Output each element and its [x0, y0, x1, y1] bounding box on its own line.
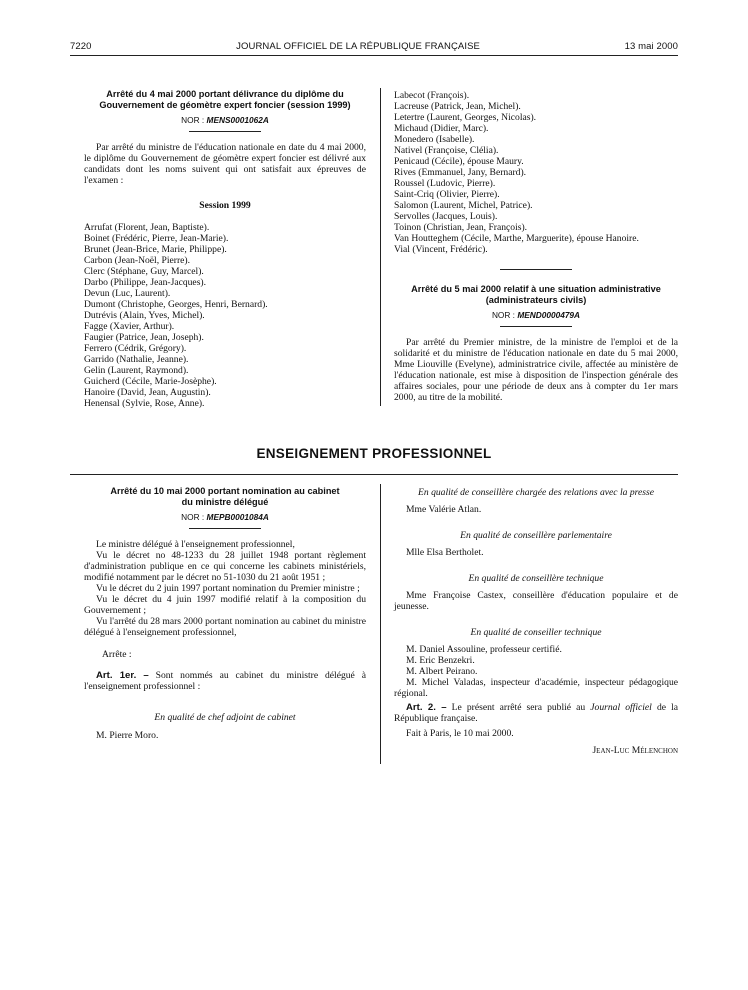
journal-title: JOURNAL OFFICIEL DE LA RÉPUBLIQUE FRANÇAISE: [236, 41, 480, 52]
laureates-list-left: [84, 222, 366, 409]
position-person: M. Pierre Moro.: [96, 730, 159, 741]
list-item: Vial (Vincent, Frédéric).: [394, 244, 488, 255]
position-person: M. Albert Peirano.: [406, 666, 478, 677]
list-item: Salomon (Laurent, Michel, Patrice).: [394, 200, 533, 211]
list-item: Roussel (Ludovic, Pierre).: [394, 178, 496, 189]
position-person: M. Eric Benzekri.: [406, 655, 475, 666]
position-person: M. Michel Valadas, inspecteur d'académie, inspecteur pédagogique régional.: [394, 677, 678, 699]
article-2-label: Art. 2. –: [406, 702, 447, 713]
list-item: Brunet (Jean-Brice, Marie, Philippe).: [84, 244, 227, 255]
list-item: Nativel (Françoise, Clélia).: [394, 145, 499, 156]
list-item: Servolles (Jacques, Louis).: [394, 211, 498, 222]
position-role: En qualité de conseiller technique: [470, 627, 602, 638]
position-person: Mme Valérie Atlan.: [406, 504, 482, 515]
separator: [500, 269, 572, 270]
list-item: Boinet (Frédéric, Pierre, Jean-Marie).: [84, 233, 229, 244]
arrete-geometre-body: Par arrêté du ministre de l'éducation nationale en date du 4 mai 2000, le diplôme du Gouvernement de géomètre expert foncier est délivré aux candidats dont les noms suivent qui ont satisfait aux épreuves de l'examen :: [84, 142, 366, 186]
position-person: Mme Françoise Castex, conseillère d'éducation populaire et de jeunesse.: [394, 590, 678, 612]
visas: [84, 539, 366, 638]
page-number: 7220: [70, 41, 92, 52]
arrete-geometre-title: Arrêté du 4 mai 2000 portant délivrance du diplôme du Gouvernement de géomètre expert foncier (session 1999): [99, 89, 351, 110]
visa: Vu le décret du 2 juin 1997 portant nomination du Premier ministre ;: [96, 583, 360, 594]
arrete-cabinet-continued: [394, 487, 678, 756]
list-item: Lacreuse (Patrick, Jean, Michel).: [394, 101, 521, 112]
arrete-administrateurs-title: Arrêté du 5 mai 2000 relatif à une situation administrative (administrateurs civils): [411, 284, 661, 305]
position-person: Mlle Elsa Bertholet.: [406, 547, 484, 558]
list-item: Monedero (Isabelle).: [394, 134, 475, 145]
article-1-label: Art. 1er. –: [96, 670, 149, 681]
arrete-geometre-continued: [394, 90, 678, 403]
list-item: Hanoire (David, Jean, Augustin).: [84, 387, 211, 398]
list-item: Guicherd (Cécile, Marie-Josèphe).: [84, 376, 217, 387]
list-item: Garrido (Nathalie, Jeanne).: [84, 354, 189, 365]
arrete-cabinet-nor: NOR : MEPB0001084A: [181, 512, 269, 522]
visa: Le ministre délégué à l'enseignement professionnel,: [96, 539, 295, 550]
list-item: Devun (Luc, Laurent).: [84, 288, 171, 299]
article-1: [84, 670, 366, 692]
arrete-word: Arrête :: [102, 649, 132, 660]
fait-a-paris: Fait à Paris, le 10 mai 2000.: [406, 728, 514, 739]
visa: Vu le décret no 48-1233 du 28 juillet 1948 portant règlement d'administration publique en ce qui concerne les cabinets ministériels, modifié notamment par le décret no 51-1030 du 21 août 1951 ;: [84, 550, 366, 583]
list-item: Penicaud (Cécile), épouse Maury.: [394, 156, 524, 167]
separator: [189, 528, 261, 529]
separator: [500, 326, 572, 327]
position-role: En qualité de conseillère technique: [468, 573, 604, 584]
position-role: En qualité de conseillère parlementaire: [460, 530, 612, 541]
arrete-administrateurs: [394, 284, 678, 403]
visa: Vu le décret du 4 juin 1997 modifié relatif à la composition du Gouvernement ;: [84, 594, 366, 616]
list-item: Saint-Criq (Olivier, Pierre).: [394, 189, 500, 200]
list-item: Van Houtteghem (Cécile, Marthe, Marguerite), épouse Hanoire.: [394, 233, 639, 244]
list-item: Gelin (Laurent, Raymond).: [84, 365, 189, 376]
position-person: M. Daniel Assouline, professeur certifié.: [406, 644, 562, 655]
page-header: [70, 41, 678, 52]
list-item: Dutrévis (Alain, Yves, Michel).: [84, 310, 205, 321]
list-item: Henensal (Sylvie, Rose, Anne).: [84, 398, 205, 409]
list-item: Clerc (Stéphane, Guy, Marcel).: [84, 266, 204, 277]
laureates-list-right: [394, 90, 678, 255]
column-rule-top: [380, 88, 381, 406]
arrete-cabinet: [84, 486, 366, 741]
issue-date: 13 mai 2000: [624, 41, 678, 52]
column-rule-bottom: [380, 484, 381, 764]
position-role: En qualité de chef adjoint de cabinet: [154, 712, 296, 723]
list-item: Dumont (Christophe, Georges, Henri, Bernard).: [84, 299, 268, 310]
header-rule: [70, 55, 678, 56]
list-item: Arrufat (Florent, Jean, Baptiste).: [84, 222, 210, 233]
list-item: Darbo (Philippe, Jean-Jacques).: [84, 277, 207, 288]
position-role: En qualité de conseillère chargée des relations avec la presse: [418, 487, 654, 498]
session-heading: Session 1999: [199, 200, 251, 211]
list-item: Michaud (Didier, Marc).: [394, 123, 489, 134]
arrete-administrateurs-body: Par arrêté du Premier ministre, de la ministre de l'emploi et de la solidarité et du ministre de l'éducation nationale en date du 5 mai 2000, Mme Liouville (Evelyne), administratrice civile, affectée au ministère de l'éducation nationale, est mise à disposition de l'inspection générale des affaires sociales, pour une période de deux ans à compter du 1er mars 2000, au titre de la mobilité.: [394, 337, 678, 403]
article-2: Art. 2. – Le présent arrêté sera publié au Journal officiel de la République française.: [394, 702, 679, 724]
section-heading: ENSEIGNEMENT PROFESSIONNEL: [256, 446, 492, 461]
journal-officiel-ref: Journal officiel: [590, 702, 652, 713]
list-item: Faugier (Patrice, Jean, Joseph).: [84, 332, 204, 343]
signature: Jean-Luc Mélenchon: [592, 745, 678, 756]
list-item: Letertre (Laurent, Georges, Nicolas).: [394, 112, 537, 123]
section-rule: [70, 474, 678, 475]
arrete-geometre-nor: NOR : MENS0001062A: [181, 115, 269, 125]
list-item: Ferrero (Cédrik, Grégory).: [84, 343, 187, 354]
article-1-text: Sont nommés au cabinet du ministre délégué à l'enseignement professionnel :: [84, 670, 366, 692]
separator: [189, 131, 261, 132]
list-item: Rives (Emmanuel, Jany, Bernard).: [394, 167, 527, 178]
list-item: Fagge (Xavier, Arthur).: [84, 321, 175, 332]
visa: Vu l'arrêté du 28 mars 2000 portant nomination au cabinet du ministre délégué à l'enseignement professionnel,: [84, 616, 366, 638]
arrete-cabinet-title: Arrêté du 10 mai 2000 portant nomination au cabinet du ministre délégué: [110, 486, 340, 507]
list-item: Labecot (François).: [394, 90, 470, 101]
list-item: Carbon (Jean-Noël, Pierre).: [84, 255, 191, 266]
list-item: Toinon (Christian, Jean, François).: [394, 222, 528, 233]
arrete-geometre: [84, 89, 366, 409]
arrete-administrateurs-nor: NOR : MEND0000479A: [491, 310, 581, 320]
